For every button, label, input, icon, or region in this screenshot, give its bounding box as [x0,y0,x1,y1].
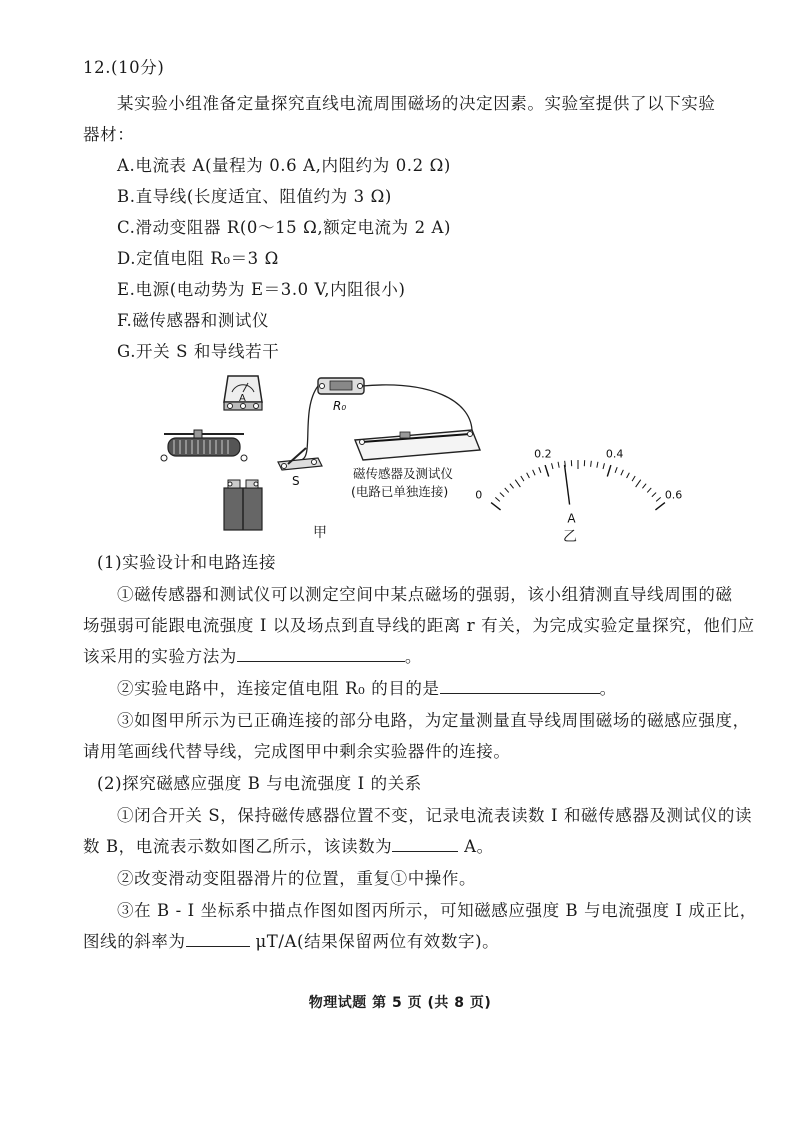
part1-q3-line-1: ③如图甲所示为已正确连接的部分电路，为定量测量直导线周围磁场的磁感应强度， [117,711,750,730]
meter-tick [603,463,604,469]
straight-wire-board [355,430,480,460]
meter-tick [552,463,553,469]
meter-tick [515,480,520,487]
equipment-item-d: D.定值电阻 R₀＝3 Ω [117,249,279,268]
meter-tick [647,488,651,492]
part1-q1-line-3 [83,646,422,668]
question-intro-line-1: 某实验小组准备定量探究直线电流周围磁场的决定因素。实验室提供了以下实验 [117,94,716,113]
meter-tick [636,480,641,487]
meter-needle-label: A [567,511,576,526]
meter-tick [652,493,656,497]
part1-heading: (1)实验设计和电路连接 [97,553,277,572]
figure-yi-caption: 乙 [563,529,578,545]
part1-q2-text: ②实验电路中，连接定值电阻 R₀ 的目的是 [117,679,440,698]
part2-heading: (2)探究磁感应强度 B 与电流强度 I 的关系 [97,774,422,793]
meter-tick [533,470,535,475]
answer-blank-current-reading[interactable] [392,837,458,852]
equipment-item-g: G.开关 S 和导线若干 [117,342,280,361]
page-footer: 物理试题 第 5 页 (共 8 页) [308,995,492,1011]
meter-tick [539,467,541,473]
equipment-item-b: B.直导线(长度适宜、阻值约为 3 Ω) [117,187,392,206]
part2-q1-line-2 [83,836,494,858]
equipment-item-c: C.滑动变阻器 R(0～15 Ω,额定电流为 2 A) [117,218,452,237]
r0-label: R₀ [333,399,347,413]
part1-q2-end: 。 [599,679,617,698]
switch-label: S [292,474,300,488]
answer-blank-r0-purpose[interactable] [440,679,600,694]
switch-icon [278,448,322,488]
part2-q1-line-1: ①闭合开关 S，保持磁传感器位置不变，记录电流表读数 I 和磁传感器及测试仪的读 [117,806,753,825]
part1-q1-line-1: ①磁传感器和测试仪可以测定空间中某点磁场的强弱，该小组猜测直导线周围的磁 [117,585,733,604]
ammeter-icon [224,376,262,410]
meter-tick [607,465,611,476]
connected-wire-switch [300,386,318,460]
equipment-item-f: F.磁传感器和测试仪 [117,311,270,330]
meter-tick [545,465,549,476]
part2-q3-text: 图线的斜率为 [83,932,186,951]
fixed-resistor-r0 [318,378,364,413]
part2-q1-end: A。 [458,837,494,856]
part2-q1-text: 数 B，电流表示数如图乙所示，该读数为 [83,837,393,856]
part1-q1-line-2: 场强弱可能跟电流强度 I 以及场点到直导线的距离 r 有关，为完成实验定量探究，他们应 [83,616,755,635]
meter-tick [558,462,559,468]
meter-tick [527,473,530,478]
answer-blank-slope[interactable] [186,932,250,947]
part1-q1-end: 。 [404,647,423,666]
connected-wire-r0 [362,385,472,430]
meter-tick [500,493,504,497]
meter-tick [510,484,514,489]
meter-tick-label: 0 [475,488,483,502]
meter-tick [597,462,598,468]
figure-jia-apparatus [150,370,490,540]
meter-tick [521,476,524,481]
part1-q1-text: 该采用的实验方法为 [83,647,237,666]
part2-q3-line-2 [83,931,499,953]
question-intro-line-2: 器材： [83,125,135,144]
part2-q3-line-1: ③在 B - I 坐标系中描点作图如图丙所示，可知磁感应强度 B 与电流强度 I 成正比， [117,901,757,920]
answer-blank-method[interactable] [237,647,405,662]
meter-tick [591,461,592,467]
equipment-item-a: A.电流表 A(量程为 0.6 A,内阻约为 0.2 Ω) [117,156,451,175]
figure-jia-caption: 甲 [313,525,328,541]
meter-tick [621,470,623,475]
meter-tick [491,503,500,510]
meter-tick-label: 0.4 [605,447,624,461]
rheostat-icon [161,430,247,461]
meter-tick-label: 0.6 [664,488,683,502]
equipment-item-e: E.电源(电动势为 E＝3.0 V,内阻很小) [117,280,406,299]
magnetic-sensor-icon [400,432,410,438]
meter-tick-label: 0.2 [534,447,552,461]
meter-tick [505,488,509,492]
meter-tick [632,476,635,481]
part1-q2-line [117,678,617,700]
figure-yi-ammeter-dial [475,420,683,530]
battery-icon [224,480,262,530]
question-number: 12.(10分) [83,58,165,77]
ammeter-label: A [239,393,246,404]
part2-q3-end: μT/A(结果保留两位有效数字)。 [249,932,500,951]
meter-tick [655,503,664,510]
meter-needle [565,465,570,505]
meter-tick [627,473,630,478]
sensor-label-line-1: 磁传感器及测试仪 [353,466,454,481]
part1-q3-line-2: 请用笔画线代替导线，完成图甲中剩余实验器件的连接。 [83,742,511,761]
meter-tick [495,497,500,501]
part2-q2-line: ②改变滑动变阻器滑片的位置，重复①中操作。 [117,869,477,888]
meter-tick [615,467,617,473]
meter-scale [475,447,682,509]
meter-tick [642,484,646,489]
sensor-label-line-2: (电路已单独连接) [351,484,449,499]
meter-tick [656,497,661,501]
